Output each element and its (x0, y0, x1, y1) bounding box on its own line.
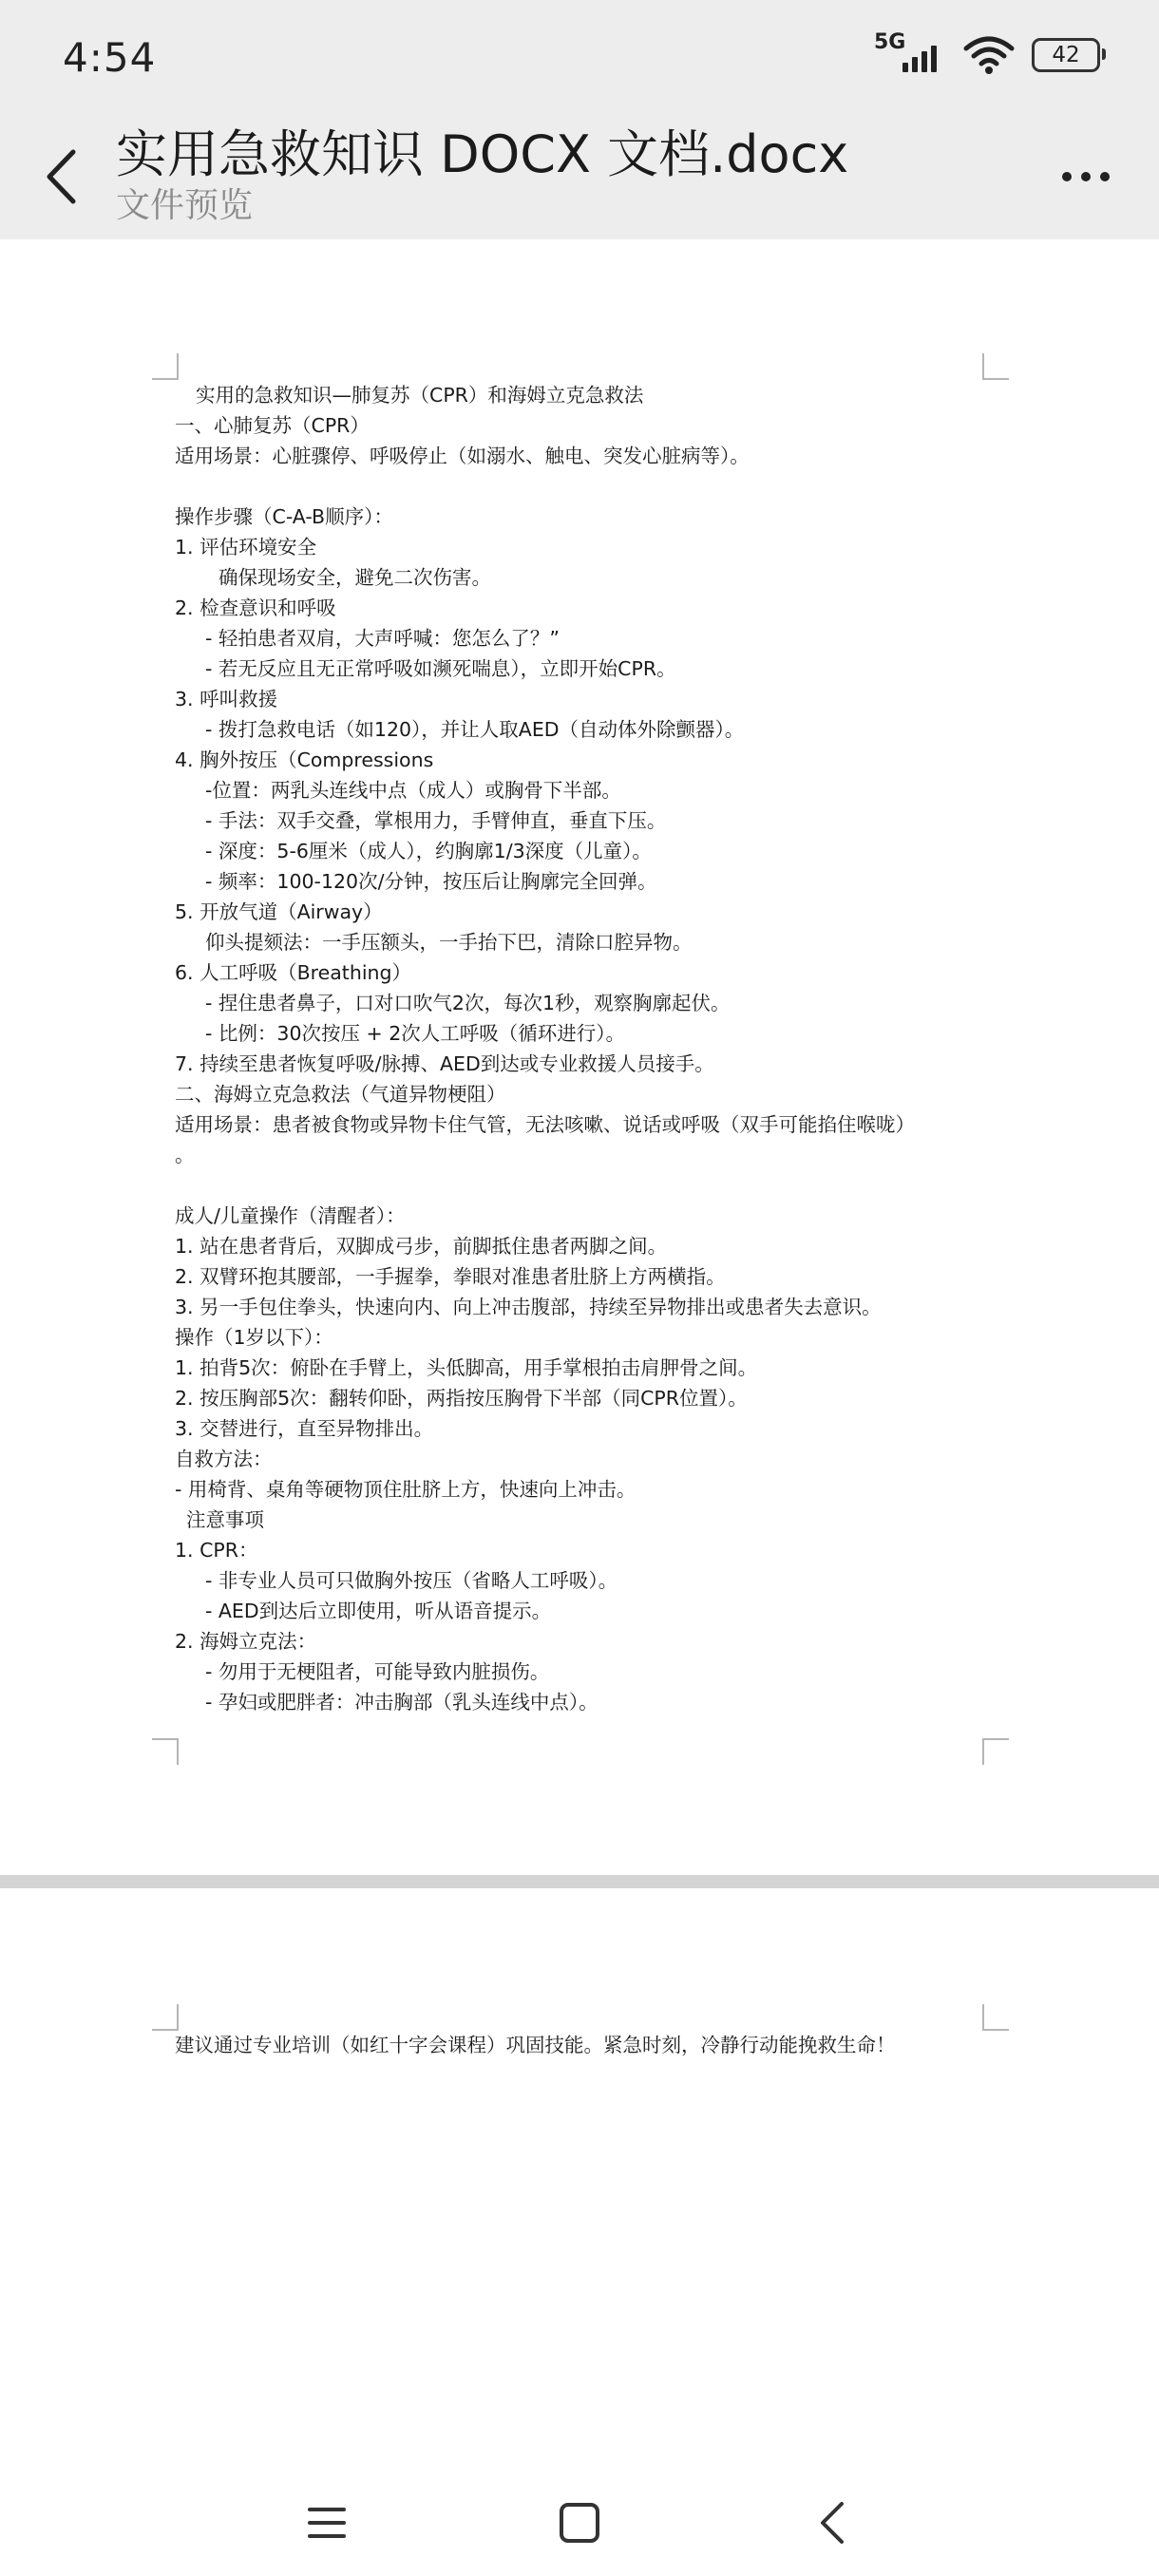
document-line: 7. 持续至患者恢复呼吸/脉搏、AED到达或专业救援人员接手。 (175, 1052, 714, 1075)
document-line: 实用的急救知识—肺复苏（CPR）和海姆立克急救法 (196, 384, 644, 407)
document-line: 1. 站在患者背后，双脚成弓步，前脚抵住患者两脚之间。 (175, 1235, 668, 1258)
document-line: 二、海姆立克急救法（气道异物梗阻） (175, 1083, 506, 1106)
navigation-bar (0, 2470, 1159, 2576)
back-icon[interactable] (804, 2494, 861, 2551)
document-line: 仰头提颏法：一手压额头，一手抬下巴，清除口腔异物。 (205, 931, 693, 954)
document-line: - 孕妇或肥胖者：冲击胸部（乳头连线中点）。 (205, 1691, 598, 1714)
document-line: - 非专业人员可只做胸外按压（省略人工呼吸）。 (205, 1569, 618, 1592)
page-corner-mark (982, 2004, 1009, 2031)
document-line: 2. 检查意识和呼吸 (175, 597, 336, 619)
back-arrow-icon[interactable] (34, 139, 87, 215)
document-line: - 捏住患者鼻子，口对口吹气2次，每次1秒，观察胸廓起伏。 (205, 992, 731, 1014)
page-corner-mark (152, 353, 179, 380)
page-corner-mark (152, 1738, 179, 1765)
document-line: - 深度：5-6厘米（成人），约胸廓1/3深度（儿童）。 (205, 840, 652, 862)
document-line: 。 (175, 1144, 195, 1166)
document-body (175, 380, 992, 1717)
document-line: 1. 评估环境安全 (175, 536, 317, 559)
document-line: - 拨打急救电话（如120），并让人取AED（自动体外除颤器）。 (205, 718, 745, 741)
document-line: -位置：两乳头连线中点（成人）或胸骨下半部。 (205, 779, 621, 802)
battery-icon (1032, 38, 1100, 72)
more-icon[interactable] (1053, 152, 1119, 201)
page-corner-mark (982, 353, 1009, 380)
document-line: 成人/儿童操作（清醒者）： (175, 1204, 406, 1227)
document-line: 确保现场安全，避免二次伤害。 (218, 566, 491, 589)
document-line: - 用椅背、桌角等硬物顶住肚脐上方，快速向上冲击。 (175, 1478, 636, 1501)
document-line: 自救方法： (175, 1448, 273, 1470)
document-line: - AED到达后立即使用，听从语音提示。 (205, 1600, 552, 1622)
battery-level: 42 (1052, 43, 1080, 67)
page-title: 实用急救知识 DOCX 文档.docx (116, 124, 849, 184)
document-line: 2. 按压胸部5次：翻转仰卧，两指按压胸骨下半部（同CPR位置）。 (175, 1387, 748, 1410)
document-line: 一、心肺复苏（CPR） (175, 414, 370, 437)
app-bar (0, 114, 1159, 239)
status-time: 4:54 (63, 34, 157, 81)
document-line: 1. 拍背5次：俯卧在手臂上，头低脚高，用手掌根拍击肩胛骨之间。 (175, 1356, 758, 1379)
menu-icon[interactable] (298, 2494, 355, 2551)
document-line: - 手法：双手交叠，掌根用力，手臂伸直，垂直下压。 (205, 809, 667, 832)
document-line: 3. 呼叫救援 (175, 688, 278, 710)
status-icons (874, 30, 1100, 76)
document-line: 4. 胸外按压（Compressions (175, 748, 434, 771)
document-line: - 轻拍患者双肩，大声呼喊：您怎么了？” (205, 627, 560, 650)
document-line: 1. CPR： (175, 1539, 258, 1562)
home-icon[interactable] (551, 2494, 608, 2551)
page-subtitle: 文件预览 (116, 186, 254, 225)
document-line: - 比例：30次按压 + 2次人工呼吸（循环进行）。 (205, 1022, 626, 1045)
document-line: 5. 开放气道（Airway） (175, 900, 383, 923)
document-line: 注意事项 (186, 1508, 264, 1531)
page-corner-mark (152, 2004, 179, 2031)
document-line: - 若无反应且无正常呼吸如濒死喘息），立即开始CPR。 (205, 657, 676, 680)
document-line: 操作步骤（C-A-B顺序）： (175, 505, 393, 528)
network-label: 5G (874, 30, 906, 54)
document-page-2 (0, 1888, 1159, 2470)
document-line: 3. 交替进行，直至异物排出。 (175, 1417, 434, 1440)
document-line: 操作（1岁以下）： (175, 1326, 333, 1349)
status-bar (0, 0, 1159, 114)
document-line: 6. 人工呼吸（Breathing） (175, 961, 412, 984)
document-line: - 勿用于无梗阻者，可能导致内脏损伤。 (205, 1660, 550, 1683)
blank-line (175, 1170, 992, 1201)
document-page-2-text: 建议通过专业培训（如红十字会课程）巩固技能。紧急时刻，冷静行动能挽救生命！ (175, 2034, 896, 2056)
signal-icon (874, 30, 946, 76)
wifi-icon (963, 35, 1015, 75)
page-separator (0, 1875, 1159, 1888)
document-line: 2. 双臂环抱其腰部，一手握拳，拳眼对准患者肚脐上方两横指。 (175, 1265, 726, 1288)
document-line: 2. 海姆立克法： (175, 1630, 317, 1653)
document-line: 适用场景：心脏骤停、呼吸停止（如溺水、触电、突发心脏病等）。 (175, 445, 750, 467)
document-line: - 频率：100-120次/分钟，按压后让胸廓完全回弹。 (205, 870, 657, 893)
blank-line (175, 471, 992, 502)
page-corner-mark (982, 1738, 1009, 1765)
document-line: 3. 另一手包住拳头，快速向内、向上冲击腹部，持续至异物排出或患者失去意识。 (175, 1296, 882, 1318)
document-line: 适用场景：患者被食物或异物卡住气管，无法咳嗽、说话或呼吸（双手可能掐住喉咙） (175, 1113, 915, 1136)
